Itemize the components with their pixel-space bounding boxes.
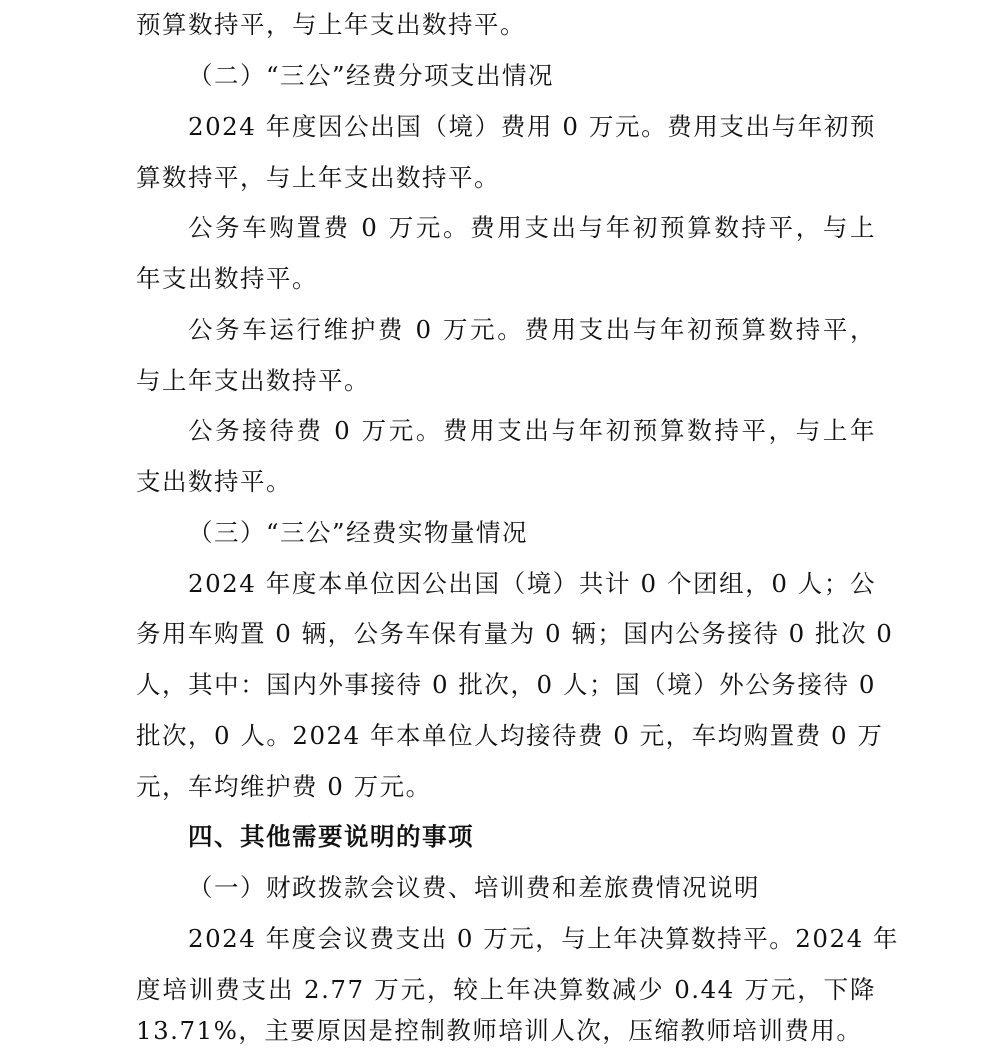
paragraph-line: 元，车均维护费 0 万元。 [136, 772, 432, 801]
paragraph-line: 13.71%，主要原因是控制教师培训人次，压缩教师培训费用。 [136, 1016, 863, 1045]
paragraph-line: 公务车购置费 0 万元。费用支出与年初预算数持平，与上 [188, 213, 876, 242]
paragraph-line: 批次，0 人。2024 年本单位人均接待费 0 元，车均购置费 0 万 [136, 721, 884, 750]
paragraph-line: 人，其中：国内外事接待 0 批次，0 人；国（境）外公务接待 0 [136, 670, 876, 699]
paragraph-line: 与上年支出数持平。 [136, 366, 370, 395]
paragraph-line: 年支出数持平。 [136, 264, 318, 293]
paragraph-line: 算数持平，与上年支出数持平。 [136, 163, 500, 192]
paragraph-line: 务用车购置 0 辆，公务车保有量为 0 辆；国内公务接待 0 批次 0 [136, 619, 894, 648]
paragraph-line: 支出数持平。 [136, 467, 292, 496]
paragraph-line: 公务车运行维护费 0 万元。费用支出与年初预算数持平， [188, 315, 876, 344]
paragraph-line: 预算数持平，与上年支出数持平。 [136, 10, 526, 39]
paragraph-line: 2024 年度本单位因公出国（境）共计 0 个团组，0 人；公 [188, 569, 876, 598]
section-heading: 四、其他需要说明的事项 [188, 822, 474, 851]
subsection-heading: （三）“三公”经费实物量情况 [188, 518, 529, 547]
subsection-heading: （二）“三公”经费分项支出情况 [188, 61, 555, 90]
paragraph-line: 度培训费支出 2.77 万元，较上年决算数减少 0.44 万元，下降 [136, 975, 876, 1004]
paragraph-line: 2024 年度会议费支出 0 万元，与上年决算数持平。2024 年 [188, 924, 899, 953]
paragraph-line: 公务接待费 0 万元。费用支出与年初预算数持平，与上年 [188, 416, 876, 445]
subsection-heading: （一）财政拨款会议费、培训费和差旅费情况说明 [188, 873, 760, 902]
paragraph-line: 2024 年度因公出国（境）费用 0 万元。费用支出与年初预 [188, 112, 876, 141]
